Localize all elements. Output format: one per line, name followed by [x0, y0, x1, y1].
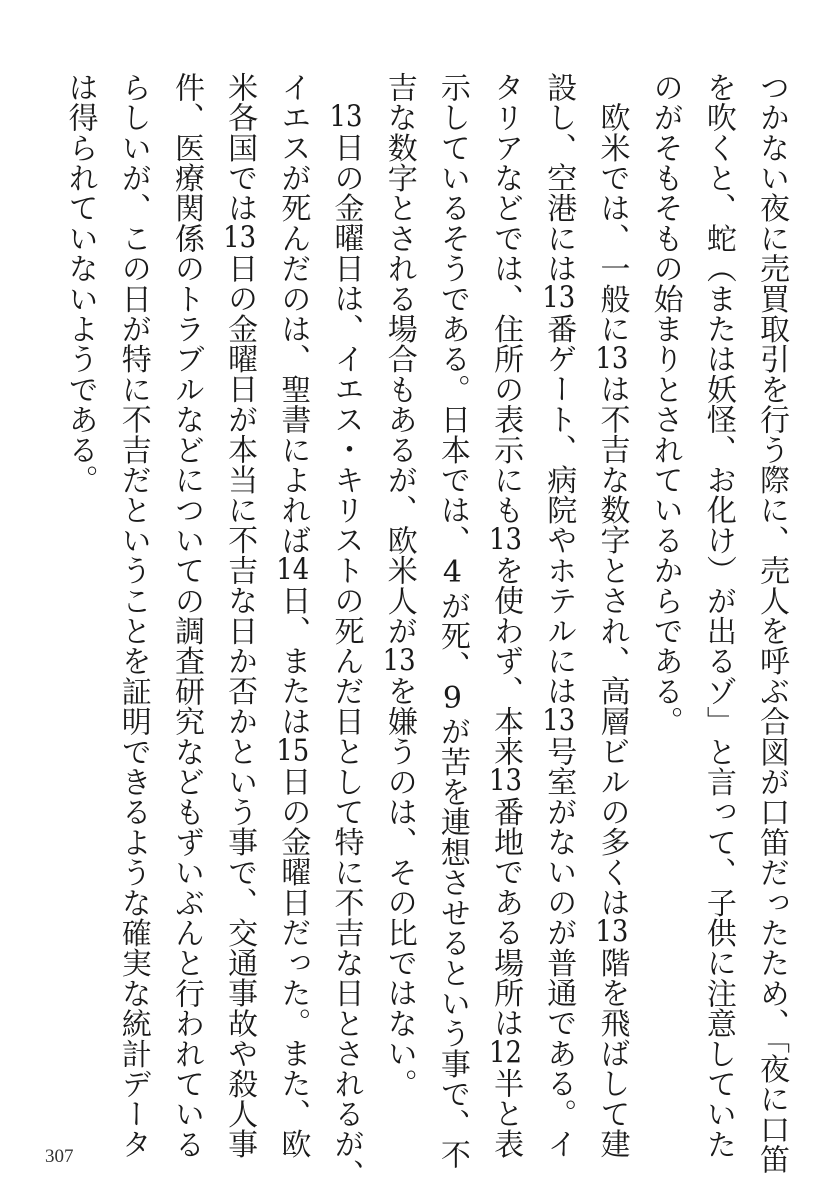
text-column-9: 13日の金曜日は、イエス・キリストの死んだ日として特に不吉な日とされるが、 [328, 102, 364, 1190]
text-column-13: らしいが、この日が特に不吉だということを証明できるような確実な統計データ [115, 72, 151, 1160]
text-column-2: を吹くと、蛇（または妖怪、お化け）が出るゾ」と言って、子供に注意していた [700, 72, 736, 1160]
text-column-10: イエスが死んだのは、聖書によれば14日、または15日の金曜日だった。また、欧 [275, 72, 311, 1159]
text-column-14: は得られていないようである。 [62, 72, 98, 495]
text-column-4: 欧米では、一般に13は不吉な数字とされ、高層ビルの多くは13階を飛ばして建 [594, 72, 630, 1159]
text-column-11: 米各国では13日の金曜日が本当に不吉な日か否かという事で、交通事故や殺人事 [222, 72, 258, 1159]
text-column-5: 設し、空港には13番ゲート、病院やホテルには13号室がないのが普通である。イ [541, 72, 577, 1159]
text-column-8: 吉な数字とされる場合もあるが、欧米人が13を嫌うのは、その比ではない。 [381, 72, 417, 1099]
text-column-6: タリアなどでは、住所の表示にも13を使わず、本来13番地である場所は12半と表 [488, 72, 524, 1159]
text-column-7: 示しているそうである。日本では、4が死、9が苦を連想させるという事で、不 [434, 72, 470, 1170]
text-column-3: のがそもそもの始まりとされているからである。 [647, 72, 683, 737]
text-column-12: 件、医療関係のトラブルなどについての調査研究などもずいぶんと行われている [168, 72, 204, 1160]
text-column-1: つかない夜に売買取引を行う際に、売人を呼ぶ合図が口笛だったため、「夜に口笛 [754, 72, 789, 1175]
vertical-text-block [61, 72, 790, 1190]
page-number: 307 [45, 1146, 74, 1167]
